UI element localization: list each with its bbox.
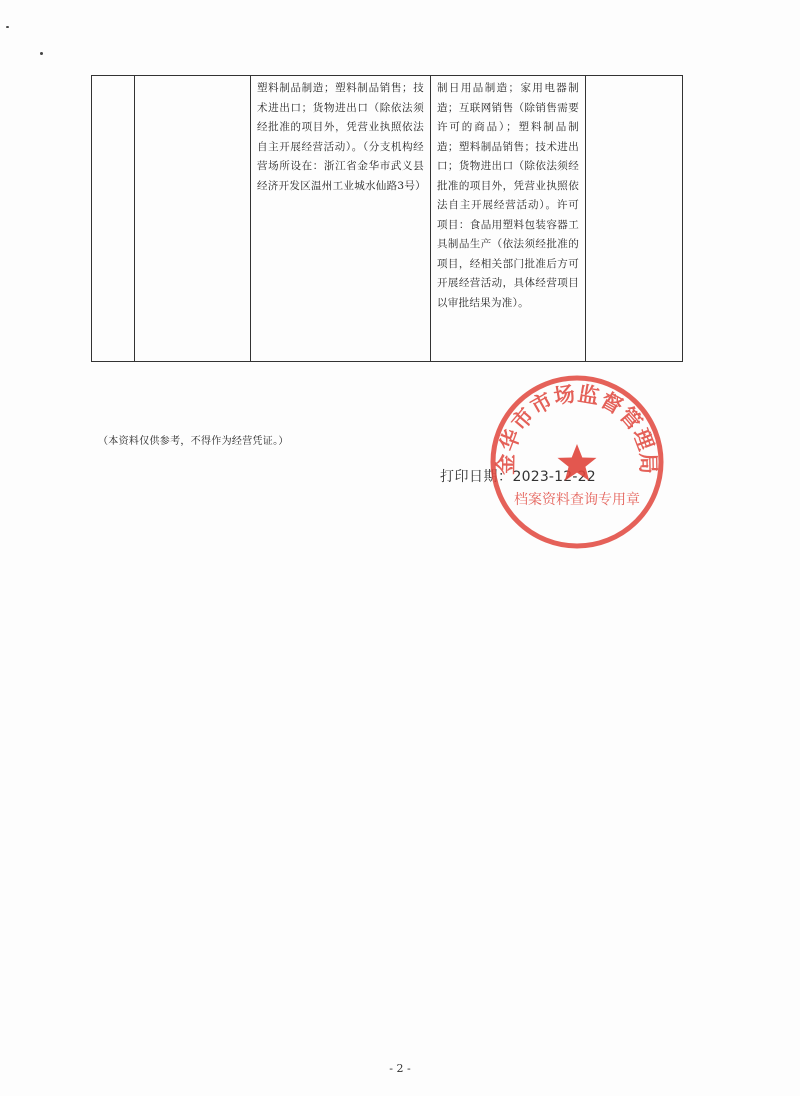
reference-only-note: （本资料仅供参考，不得作为经营凭证。） [98, 436, 289, 447]
scope-after-text: 制日用品制造；家用电器制造；互联网销售（除销售需要许可的商品）；塑料制品制造；塑料制品销售；技术进出口；货物进出口（除依法须经批准的项目外，凭营业执照依法自主开展经营活动）。许可项目：食品用塑料包装容器工具制品生产（依法须经批准的项目，经相关部门批准后方可开展经营活动，具体经营项目以审批结果为准）。 [437, 82, 579, 309]
table-cell-before-change [251, 76, 431, 362]
table-row [92, 76, 683, 362]
scope-before-text: 塑料制品制造；塑料制品销售；技术进出口；货物进出口（除依法须经批准的项目外，凭营业执照依法自主开展经营活动）。（分支机构经营场所设在：浙江省金华市武义县经济开发区温州工业城水仙路3号） [257, 82, 426, 192]
table-cell-index [92, 76, 135, 362]
scan-speck [40, 52, 43, 55]
official-seal-stamp [487, 372, 667, 552]
svg-text:档案资料查询专用章: 档案资料查询专用章 [514, 492, 640, 508]
scan-speck [6, 26, 9, 28]
print-date-value: 2023-12-22 [512, 469, 596, 485]
table-cell-item [135, 76, 251, 362]
business-scope-table [91, 75, 683, 362]
table-cell-after-change [431, 76, 586, 362]
table-cell-date [586, 76, 683, 362]
page-number: - 2 - [389, 1062, 411, 1075]
print-date-label: 打印日期： [440, 469, 513, 485]
svg-text:金华市市场监督管理局: 金华市市场监督管理局 [493, 381, 661, 476]
